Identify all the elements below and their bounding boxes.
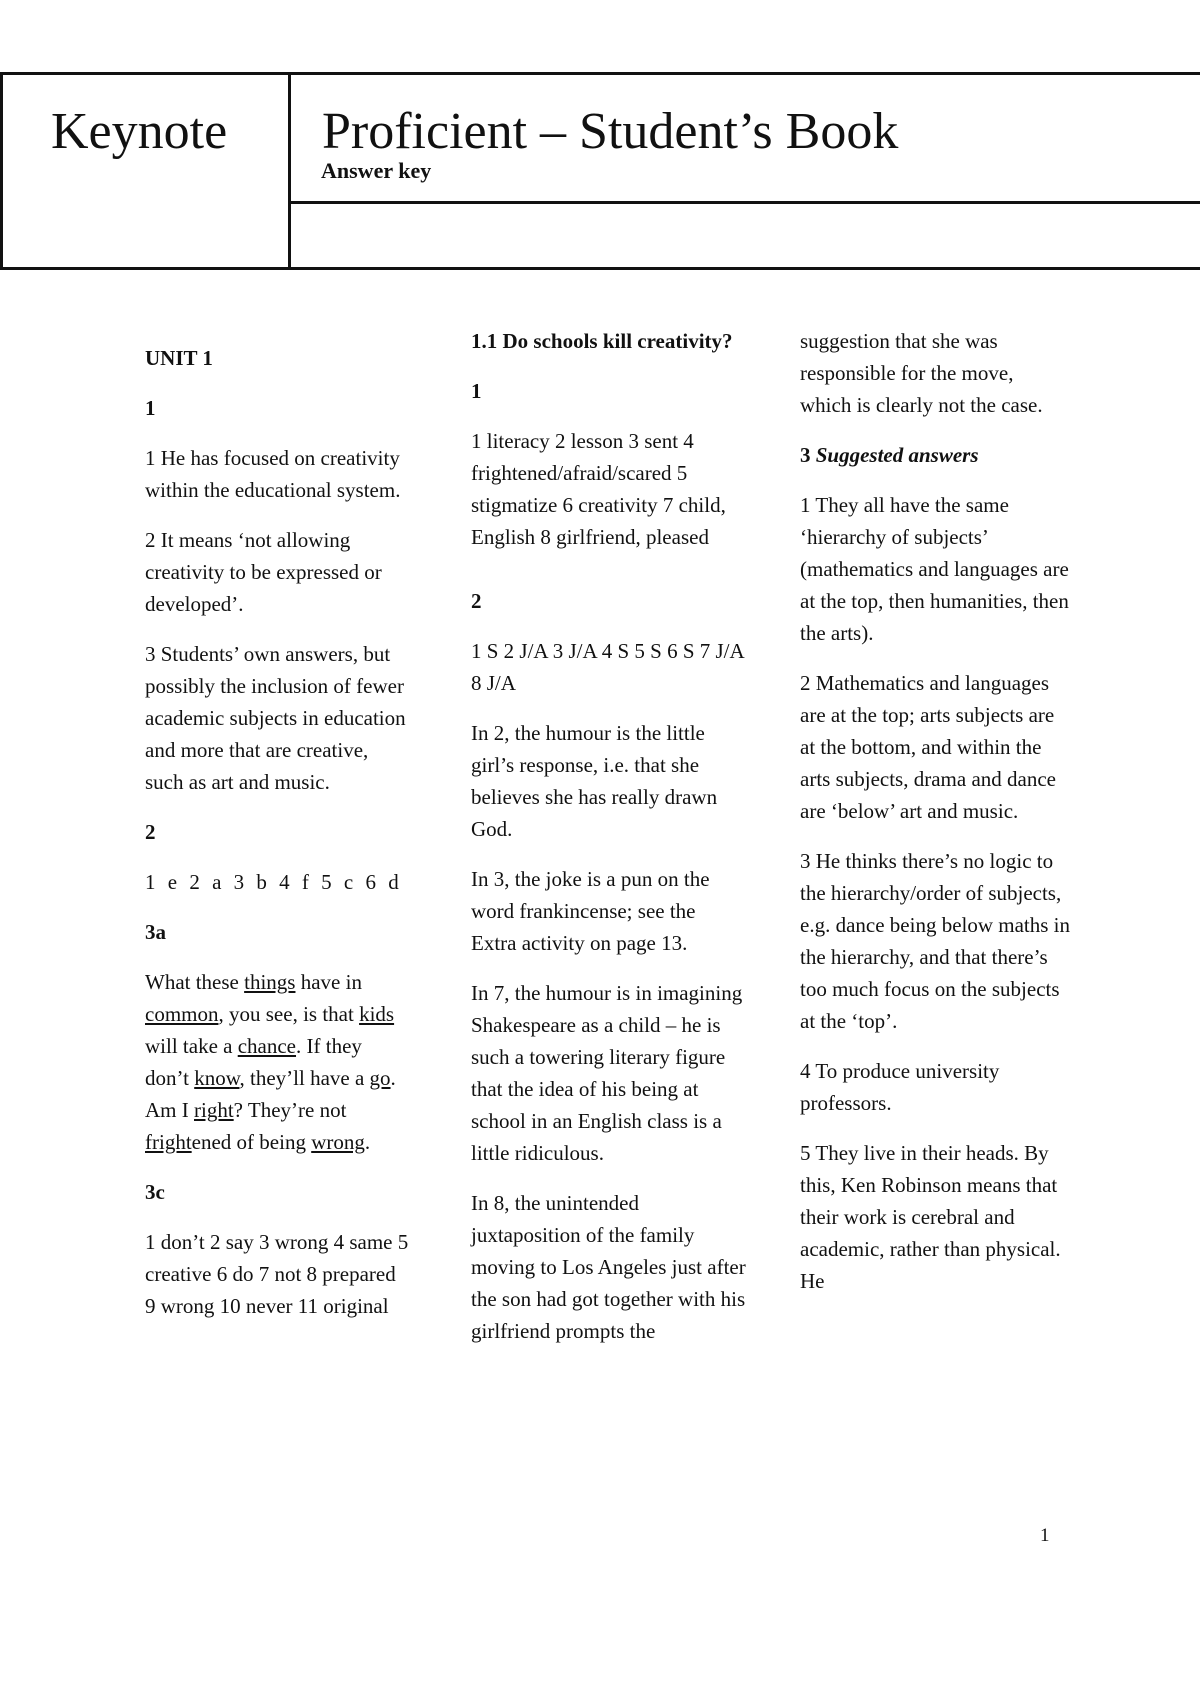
brand-name: Keynote <box>51 103 228 160</box>
answer-paragraph: suggestion that she was responsible for the move, which is clearly not the case. <box>800 329 1043 417</box>
answer-line: 1 e 2 a 3 b 4 f 5 c 6 d <box>145 870 400 894</box>
answer-paragraph: 3 Students’ own answers, but possibly the inclusion of fewer academic subjects in education and more that are creative, such as art and music. <box>145 642 406 794</box>
passage-text: ened of being <box>191 1130 312 1154</box>
document-subtitle: Answer key <box>321 158 432 183</box>
answer-paragraph: 2 Mathematics and languages are at the top; arts subjects are at the bottom, and within the arts subjects, drama and dance are ‘below’ art and music. <box>800 671 1056 823</box>
underlined-word: wrong <box>311 1130 365 1154</box>
page-number: 1 <box>1040 1525 1050 1546</box>
answer-paragraph: 2 It means ‘not allowing creativity to be expressed or developed’. <box>145 528 382 616</box>
passage-text: ? They’re not <box>233 1098 347 1122</box>
exercise-heading <box>800 439 1070 471</box>
answer-paragraph: In 7, the humour is in imagining Shakespeare as a child – he is such a towering literary figure that the idea of his being at school in an English class is a little ridiculous. <box>471 981 743 1165</box>
column-1 <box>145 342 410 1340</box>
underlined-word: know <box>194 1066 240 1090</box>
exercise-heading: 3a <box>145 920 166 944</box>
section-heading: 1.1 Do schools kill creativity? <box>471 329 733 353</box>
answer-paragraph: 1 literacy 2 lesson 3 sent 4 frightened/afraid/scared 5 stigmatize 6 creativity 7 child, English 8 girlfriend, pleased <box>471 429 726 549</box>
answer-paragraph: 1 S 2 J/A 3 J/A 4 S 5 S 6 S 7 J/A 8 J/A <box>471 639 744 695</box>
exercise-heading: 3c <box>145 1180 165 1204</box>
column-2 <box>471 325 746 1365</box>
document-title: Proficient – Student’s Book <box>322 103 899 160</box>
underlined-word: things <box>244 970 296 994</box>
answer-paragraph: 3 He thinks there’s no logic to the hierarchy/order of subjects, e.g. dance being below maths in the hierarchy, and that there’s too much focus on the subjects at the ‘top’. <box>800 849 1071 1033</box>
passage-text: . <box>364 1130 371 1154</box>
underlined-passage <box>145 966 410 1158</box>
brand-cell <box>3 75 291 267</box>
passage-text: will take a <box>145 1034 238 1058</box>
answer-paragraph: 1 He has focused on creativity within the educational system. <box>145 446 401 502</box>
exercise-label: Suggested answers <box>815 443 979 467</box>
answer-paragraph: 1 They all have the same ‘hierarchy of subjects’ (mathematics and languages are at the top, then humanities, then the arts). <box>800 493 1069 645</box>
exercise-number: 3 <box>800 443 816 467</box>
underlined-word: right <box>194 1098 234 1122</box>
header-table <box>0 72 1200 270</box>
passage-text: . If they don’t <box>145 1034 362 1090</box>
exercise-heading: 2 <box>471 589 482 613</box>
underlined-word: chance <box>237 1034 297 1058</box>
answer-paragraph: 5 They live in their heads. By this, Ken Robinson means that their work is cerebral and academic, rather than physical. He <box>800 1141 1061 1293</box>
answer-paragraph: In 8, the unintended juxtaposition of the family moving to Los Angeles just after the son had got together with his girlfriend prompts the <box>471 1191 746 1343</box>
underlined-word: common <box>145 1002 219 1026</box>
exercise-heading: 1 <box>471 379 482 403</box>
passage-text: . Am I <box>145 1066 396 1122</box>
passage-text: , you see, is that <box>218 1002 360 1026</box>
underlined-word: go <box>369 1066 391 1090</box>
passage-text: , they’ll have a <box>239 1066 370 1090</box>
exercise-heading: 1 <box>145 396 156 420</box>
exercise-heading: 2 <box>145 820 156 844</box>
underlined-word: kids <box>359 1002 395 1026</box>
underlined-word: fright <box>145 1130 192 1154</box>
answer-paragraph: In 3, the joke is a pun on the word frankincense; see the Extra activity on page 13. <box>471 867 710 955</box>
answer-paragraph: 1 don’t 2 say 3 wrong 4 same 5 creative 6 do 7 not 8 prepared 9 wrong 10 never 11 original <box>145 1230 409 1318</box>
passage-text: What these <box>145 970 245 994</box>
title-row <box>291 75 1200 204</box>
unit-heading: UNIT 1 <box>145 346 213 370</box>
answer-paragraph: In 2, the humour is the little girl’s response, i.e. that she believes she has really drawn God. <box>471 721 718 841</box>
column-3 <box>800 325 1070 1315</box>
answer-paragraph: 4 To produce university professors. <box>800 1059 1000 1115</box>
passage-text: have in <box>295 970 362 994</box>
